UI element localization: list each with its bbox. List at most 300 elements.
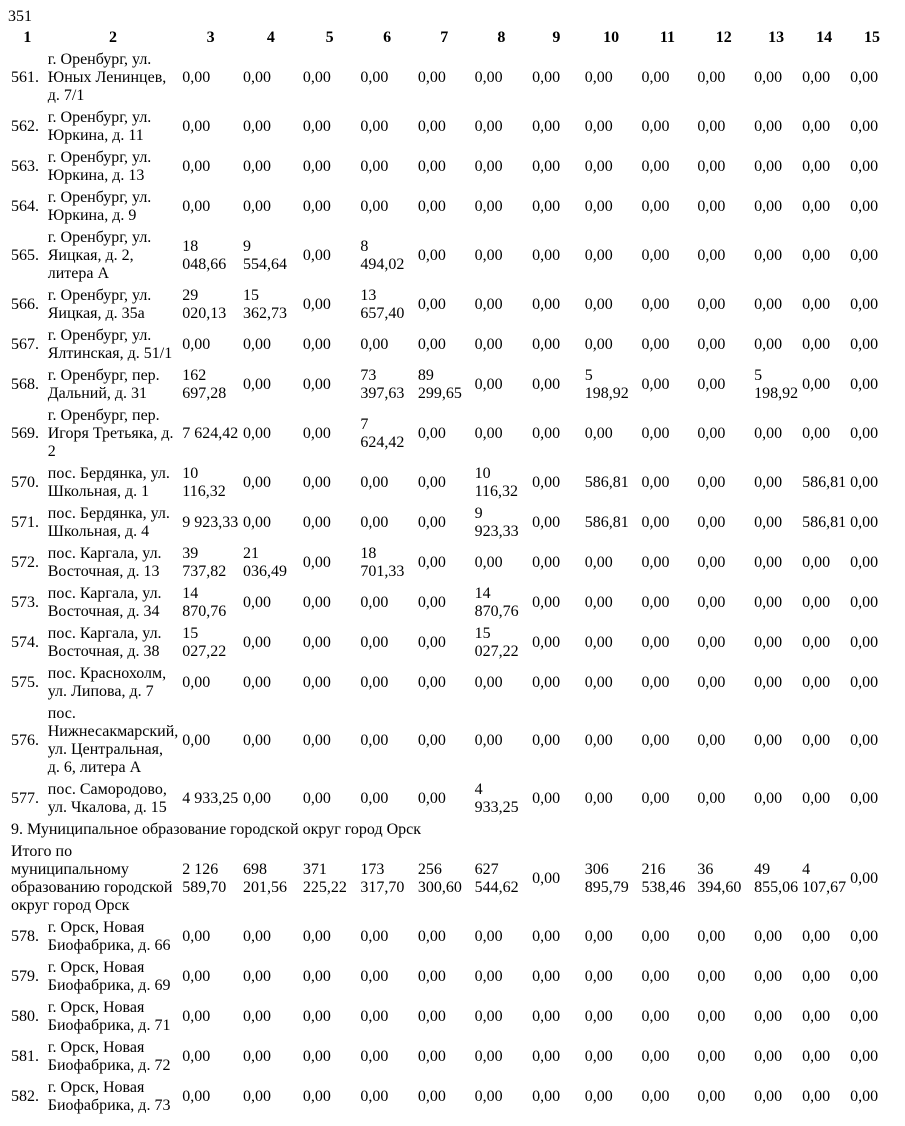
value-cell: 0,00 <box>641 474 670 491</box>
row-number: 567. <box>11 336 39 353</box>
value-cell: 0,00 <box>697 1088 726 1105</box>
value-cell: 0,00 <box>417 198 446 215</box>
address-cell: пос. Каргала, ул. Восточная, д. 34 <box>47 585 162 620</box>
address-cell: г. Орск, Новая Биофабрика, д. 69 <box>47 959 171 994</box>
value-cell: 0,00 <box>242 634 271 651</box>
value-cell: 0,00 <box>532 474 561 491</box>
value-cell: 0,00 <box>474 247 503 264</box>
column-header: 11 <box>659 29 675 46</box>
value-cell: 0,00 <box>532 554 561 571</box>
column-header: 13 <box>768 29 785 46</box>
table-body-orenburg <box>10 50 895 818</box>
value-cell: 586,81 <box>802 514 847 531</box>
value-cell: 0,00 <box>802 296 831 313</box>
value-cell: 0,00 <box>802 968 831 985</box>
address-cell: г. Оренбург, ул. Юркина, д. 11 <box>47 109 152 144</box>
value-cell: 0,00 <box>532 158 561 175</box>
value-cell: 0,00 <box>754 296 783 313</box>
value-cell: 0,00 <box>802 554 831 571</box>
value-cell: 0,00 <box>532 1048 561 1065</box>
value-cell: 0,00 <box>360 158 389 175</box>
value-cell: 0,00 <box>850 1048 879 1065</box>
address-cell: пос. Каргала, ул. Восточная, д. 38 <box>47 625 162 660</box>
value-cell: 0,00 <box>532 1088 561 1105</box>
value-cell: 0,00 <box>417 514 446 531</box>
address-cell: пос. Нижнесакмарский, ул. Центральная, д. 6, литера А <box>47 705 179 776</box>
value-cell: 0,00 <box>641 118 670 135</box>
value-cell: 0,00 <box>302 1088 331 1105</box>
table-body-orsk <box>10 918 895 1116</box>
value-cell: 0,00 <box>474 1048 503 1065</box>
value-cell: 0,00 <box>754 1088 783 1105</box>
value-cell: 15 027,22 <box>474 625 519 660</box>
value-cell: 0,00 <box>754 674 783 691</box>
value-cell: 586,81 <box>584 514 629 531</box>
row-number: 574. <box>11 634 39 651</box>
column-header: 1 <box>23 29 32 46</box>
value-cell: 9 923,33 <box>474 505 519 540</box>
header-row <box>10 28 895 48</box>
value-cell: 0,00 <box>302 1048 331 1065</box>
value-cell: 0,00 <box>417 1008 446 1025</box>
value-cell: 5 198,92 <box>584 367 629 402</box>
value-cell: 0,00 <box>850 425 879 442</box>
value-cell: 586,81 <box>802 474 847 491</box>
value-cell: 0,00 <box>641 790 670 807</box>
value-cell: 0,00 <box>302 296 331 313</box>
value-cell: 0,00 <box>532 968 561 985</box>
value-cell: 0,00 <box>850 118 879 135</box>
value-cell: 0,00 <box>641 376 670 393</box>
value-cell: 0,00 <box>802 594 831 611</box>
value-cell: 0,00 <box>850 674 879 691</box>
total-value-cell: 2 126 589,70 <box>182 861 227 896</box>
value-cell: 0,00 <box>302 928 331 945</box>
value-cell: 0,00 <box>802 674 831 691</box>
value-cell: 0,00 <box>360 118 389 135</box>
value-cell: 0,00 <box>302 247 331 264</box>
value-cell: 0,00 <box>584 336 613 353</box>
value-cell: 0,00 <box>302 474 331 491</box>
value-cell: 0,00 <box>360 634 389 651</box>
row-number: 565. <box>11 247 39 264</box>
value-cell: 0,00 <box>584 968 613 985</box>
value-cell: 0,00 <box>302 118 331 135</box>
address-cell: г. Орск, Новая Биофабрика, д. 66 <box>47 919 171 954</box>
value-cell: 0,00 <box>850 376 879 393</box>
value-cell: 8 494,02 <box>360 238 405 273</box>
value-cell: 0,00 <box>242 674 271 691</box>
row-number: 573. <box>11 594 39 611</box>
value-cell: 0,00 <box>584 554 613 571</box>
value-cell: 0,00 <box>182 732 211 749</box>
address-cell: г. Оренбург, ул. Ялтинская, д. 51/1 <box>47 327 173 362</box>
value-cell: 0,00 <box>641 336 670 353</box>
value-cell: 0,00 <box>697 158 726 175</box>
value-cell: 18 701,33 <box>360 545 405 580</box>
value-cell: 0,00 <box>242 514 271 531</box>
value-cell: 0,00 <box>182 336 211 353</box>
value-cell: 0,00 <box>474 158 503 175</box>
value-cell: 10 116,32 <box>182 465 226 500</box>
value-cell: 0,00 <box>850 296 879 313</box>
value-cell: 0,00 <box>754 1008 783 1025</box>
value-cell: 0,00 <box>360 198 389 215</box>
value-cell: 5 198,92 <box>754 367 799 402</box>
address-cell: г. Оренбург, пер. Игоря Третьяка, д. 2 <box>47 407 174 460</box>
value-cell: 0,00 <box>242 69 271 86</box>
row-number: 575. <box>11 674 39 691</box>
value-cell: 0,00 <box>754 336 783 353</box>
value-cell: 0,00 <box>417 158 446 175</box>
value-cell: 0,00 <box>584 69 613 86</box>
value-cell: 0,00 <box>532 69 561 86</box>
value-cell: 0,00 <box>417 732 446 749</box>
value-cell: 0,00 <box>802 69 831 86</box>
value-cell: 0,00 <box>242 594 271 611</box>
value-cell: 0,00 <box>850 474 879 491</box>
value-cell: 0,00 <box>584 118 613 135</box>
value-cell: 0,00 <box>641 1008 670 1025</box>
value-cell: 0,00 <box>532 296 561 313</box>
value-cell: 0,00 <box>360 1088 389 1105</box>
value-cell: 0,00 <box>242 376 271 393</box>
value-cell: 0,00 <box>641 158 670 175</box>
value-cell: 0,00 <box>754 594 783 611</box>
row-number: 566. <box>11 296 39 313</box>
value-cell: 0,00 <box>802 425 831 442</box>
value-cell: 39 737,82 <box>182 545 227 580</box>
value-cell: 0,00 <box>850 198 879 215</box>
value-cell: 0,00 <box>697 674 726 691</box>
value-cell: 0,00 <box>302 514 331 531</box>
value-cell: 0,00 <box>532 376 561 393</box>
value-cell: 15 362,73 <box>242 287 287 322</box>
value-cell: 0,00 <box>641 425 670 442</box>
total-row <box>10 842 895 916</box>
value-cell: 0,00 <box>182 1048 211 1065</box>
value-cell: 0,00 <box>474 1008 503 1025</box>
address-cell: г. Оренбург, ул. Юркина, д. 13 <box>47 149 152 184</box>
value-cell: 0,00 <box>302 376 331 393</box>
value-cell: 9 923,33 <box>182 514 239 531</box>
value-cell: 0,00 <box>754 69 783 86</box>
total-value-cell: 49 855,06 <box>754 861 799 896</box>
value-cell: 0,00 <box>242 968 271 985</box>
value-cell: 0,00 <box>802 634 831 651</box>
value-cell: 0,00 <box>242 198 271 215</box>
value-cell: 0,00 <box>697 790 726 807</box>
value-cell: 0,00 <box>584 928 613 945</box>
value-cell: 0,00 <box>242 158 271 175</box>
value-cell: 0,00 <box>474 296 503 313</box>
value-cell: 0,00 <box>697 1048 726 1065</box>
value-cell: 0,00 <box>360 474 389 491</box>
address-cell: г. Оренбург, ул. Юркина, д. 9 <box>47 189 152 224</box>
value-cell: 0,00 <box>532 514 561 531</box>
value-cell: 14 870,76 <box>474 585 519 620</box>
value-cell: 0,00 <box>532 425 561 442</box>
value-cell: 0,00 <box>641 1088 670 1105</box>
total-value-cell: 627 544,62 <box>474 861 519 896</box>
value-cell: 0,00 <box>802 118 831 135</box>
value-cell: 0,00 <box>360 594 389 611</box>
total-value-cell: 0,00 <box>532 870 561 887</box>
address-cell: г. Орск, Новая Биофабрика, д. 71 <box>47 999 171 1034</box>
value-cell: 0,00 <box>242 336 271 353</box>
value-cell: 10 116,32 <box>474 465 519 500</box>
value-cell: 0,00 <box>697 376 726 393</box>
value-cell: 0,00 <box>584 674 613 691</box>
value-cell: 0,00 <box>532 790 561 807</box>
value-cell: 0,00 <box>360 69 389 86</box>
value-cell: 0,00 <box>584 634 613 651</box>
value-cell: 0,00 <box>360 1048 389 1065</box>
value-cell: 7 624,42 <box>360 416 405 451</box>
value-cell: 0,00 <box>360 732 389 749</box>
value-cell: 0,00 <box>697 336 726 353</box>
data-table <box>8 26 897 1118</box>
value-cell: 0,00 <box>182 69 211 86</box>
value-cell: 0,00 <box>360 674 389 691</box>
value-cell: 0,00 <box>417 968 446 985</box>
row-number: 562. <box>11 118 39 135</box>
total-value-cell: 306 895,79 <box>584 861 629 896</box>
value-cell: 0,00 <box>584 425 613 442</box>
value-cell: 0,00 <box>474 376 503 393</box>
table-row <box>10 958 895 996</box>
value-cell: 0,00 <box>242 474 271 491</box>
value-cell: 0,00 <box>242 928 271 945</box>
value-cell: 0,00 <box>474 968 503 985</box>
value-cell: 0,00 <box>641 247 670 264</box>
value-cell: 0,00 <box>242 425 271 442</box>
value-cell: 0,00 <box>417 425 446 442</box>
total-value-cell: 216 538,46 <box>641 861 686 896</box>
value-cell: 0,00 <box>641 928 670 945</box>
value-cell: 0,00 <box>417 336 446 353</box>
value-cell: 0,00 <box>641 198 670 215</box>
column-header: 6 <box>383 29 392 46</box>
column-header: 2 <box>109 29 118 46</box>
value-cell: 0,00 <box>584 1008 613 1025</box>
value-cell: 0,00 <box>302 198 331 215</box>
value-cell: 0,00 <box>584 1088 613 1105</box>
value-cell: 0,00 <box>584 296 613 313</box>
value-cell: 0,00 <box>242 118 271 135</box>
value-cell: 0,00 <box>802 247 831 264</box>
value-cell: 0,00 <box>697 554 726 571</box>
value-cell: 0,00 <box>474 198 503 215</box>
value-cell: 0,00 <box>360 514 389 531</box>
row-number: 582. <box>11 1088 39 1105</box>
value-cell: 0,00 <box>697 968 726 985</box>
row-number: 579. <box>11 968 39 985</box>
table-row <box>10 704 895 778</box>
row-number: 572. <box>11 554 39 571</box>
address-cell: пос. Самородово, ул. Чкалова, д. 15 <box>47 781 167 816</box>
value-cell: 0,00 <box>754 968 783 985</box>
address-cell: г. Оренбург, ул. Яицкая, д. 35а <box>47 287 152 322</box>
value-cell: 0,00 <box>584 732 613 749</box>
value-cell: 0,00 <box>802 1088 831 1105</box>
row-number: 576. <box>11 732 39 749</box>
column-header: 9 <box>552 29 561 46</box>
value-cell: 0,00 <box>754 1048 783 1065</box>
value-cell: 0,00 <box>417 928 446 945</box>
value-cell: 0,00 <box>802 928 831 945</box>
row-number: 561. <box>11 69 39 86</box>
table-row <box>10 108 895 146</box>
value-cell: 0,00 <box>697 296 726 313</box>
table-row <box>10 584 895 622</box>
value-cell: 0,00 <box>474 336 503 353</box>
total-value-cell: 698 201,56 <box>242 861 287 896</box>
value-cell: 0,00 <box>697 118 726 135</box>
value-cell: 21 036,49 <box>242 545 287 580</box>
value-cell: 73 397,63 <box>360 367 405 402</box>
total-value-cell: 256 300,60 <box>417 861 462 896</box>
address-cell: пос. Краснохолм, ул. Липова, д. 7 <box>47 665 167 700</box>
value-cell: 0,00 <box>532 594 561 611</box>
value-cell: 0,00 <box>474 118 503 135</box>
value-cell: 0,00 <box>584 247 613 264</box>
value-cell: 0,00 <box>584 1048 613 1065</box>
value-cell: 0,00 <box>417 554 446 571</box>
value-cell: 0,00 <box>417 790 446 807</box>
column-header: 7 <box>440 29 449 46</box>
value-cell: 0,00 <box>302 594 331 611</box>
value-cell: 89 299,65 <box>417 367 462 402</box>
column-header: 3 <box>206 29 215 46</box>
value-cell: 0,00 <box>697 474 726 491</box>
column-header: 10 <box>603 29 620 46</box>
value-cell: 0,00 <box>532 732 561 749</box>
value-cell: 0,00 <box>302 554 331 571</box>
table-row <box>10 326 895 364</box>
table-row <box>10 624 895 662</box>
row-number: 563. <box>11 158 39 175</box>
value-cell: 0,00 <box>850 968 879 985</box>
value-cell: 0,00 <box>474 732 503 749</box>
row-number: 564. <box>11 198 39 215</box>
value-cell: 0,00 <box>754 732 783 749</box>
value-cell: 0,00 <box>697 198 726 215</box>
value-cell: 0,00 <box>532 928 561 945</box>
total-value-cell: 4 107,67 <box>802 861 847 896</box>
table-row <box>10 50 895 106</box>
value-cell: 0,00 <box>302 732 331 749</box>
value-cell: 0,00 <box>182 198 211 215</box>
value-cell: 0,00 <box>584 594 613 611</box>
value-cell: 0,00 <box>802 1008 831 1025</box>
address-cell: пос. Бердянка, ул. Школьная, д. 1 <box>47 465 170 500</box>
address-cell: г. Оренбург, ул. Юных Ленинцев, д. 7/1 <box>47 51 167 104</box>
address-cell: г. Оренбург, пер. Дальний, д. 31 <box>47 367 160 402</box>
table-row <box>10 148 895 186</box>
value-cell: 0,00 <box>802 376 831 393</box>
address-cell: пос. Бердянка, ул. Школьная, д. 4 <box>47 505 170 540</box>
column-header: 4 <box>266 29 275 46</box>
value-cell: 0,00 <box>302 1008 331 1025</box>
page-number: 351 <box>8 8 32 25</box>
value-cell: 0,00 <box>360 928 389 945</box>
value-cell: 0,00 <box>474 69 503 86</box>
value-cell: 0,00 <box>850 634 879 651</box>
value-cell: 0,00 <box>302 968 331 985</box>
value-cell: 0,00 <box>850 732 879 749</box>
value-cell: 586,81 <box>584 474 629 491</box>
value-cell: 13 657,40 <box>360 287 405 322</box>
value-cell: 0,00 <box>417 1048 446 1065</box>
value-cell: 0,00 <box>641 634 670 651</box>
address-cell: г. Оренбург, ул. Яицкая, д. 2, литера А <box>47 229 152 282</box>
value-cell: 0,00 <box>360 790 389 807</box>
value-cell: 0,00 <box>532 247 561 264</box>
value-cell: 0,00 <box>302 336 331 353</box>
value-cell: 0,00 <box>850 158 879 175</box>
section-heading: 9. Муниципальное образование городской округ город Орск <box>11 821 422 838</box>
value-cell: 0,00 <box>417 594 446 611</box>
value-cell: 0,00 <box>532 198 561 215</box>
row-number: 581. <box>11 1048 39 1065</box>
address-cell: г. Орск, Новая Биофабрика, д. 73 <box>47 1079 171 1114</box>
row-number: 569. <box>11 425 39 442</box>
value-cell: 0,00 <box>417 69 446 86</box>
value-cell: 0,00 <box>532 1008 561 1025</box>
value-cell: 4 933,25 <box>182 790 239 807</box>
total-value-cell: 0,00 <box>850 870 879 887</box>
value-cell: 0,00 <box>697 69 726 86</box>
value-cell: 0,00 <box>754 554 783 571</box>
document-page <box>8 8 897 1118</box>
value-cell: 0,00 <box>474 554 503 571</box>
table-row <box>10 406 895 462</box>
value-cell: 162 697,28 <box>182 367 227 402</box>
value-cell: 0,00 <box>182 968 211 985</box>
address-cell: пос. Каргала, ул. Восточная, д. 13 <box>47 545 162 580</box>
value-cell: 0,00 <box>754 198 783 215</box>
value-cell: 0,00 <box>754 118 783 135</box>
value-cell: 0,00 <box>697 514 726 531</box>
value-cell: 0,00 <box>754 247 783 264</box>
value-cell: 0,00 <box>850 1088 879 1105</box>
value-cell: 0,00 <box>850 594 879 611</box>
value-cell: 0,00 <box>182 118 211 135</box>
value-cell: 0,00 <box>641 674 670 691</box>
value-cell: 0,00 <box>641 1048 670 1065</box>
column-header: 5 <box>325 29 334 46</box>
value-cell: 0,00 <box>182 1008 211 1025</box>
value-cell: 0,00 <box>302 69 331 86</box>
value-cell: 0,00 <box>584 790 613 807</box>
value-cell: 0,00 <box>360 1008 389 1025</box>
value-cell: 0,00 <box>641 296 670 313</box>
value-cell: 0,00 <box>850 554 879 571</box>
table-row <box>10 464 895 502</box>
value-cell: 0,00 <box>850 247 879 264</box>
value-cell: 0,00 <box>360 968 389 985</box>
value-cell: 0,00 <box>182 158 211 175</box>
row-number: 580. <box>11 1008 39 1025</box>
value-cell: 0,00 <box>417 118 446 135</box>
value-cell: 0,00 <box>697 1008 726 1025</box>
total-row-line <box>10 842 895 916</box>
value-cell: 0,00 <box>417 296 446 313</box>
value-cell: 0,00 <box>417 474 446 491</box>
total-value-cell: 371 225,22 <box>302 861 347 896</box>
value-cell: 0,00 <box>242 1088 271 1105</box>
